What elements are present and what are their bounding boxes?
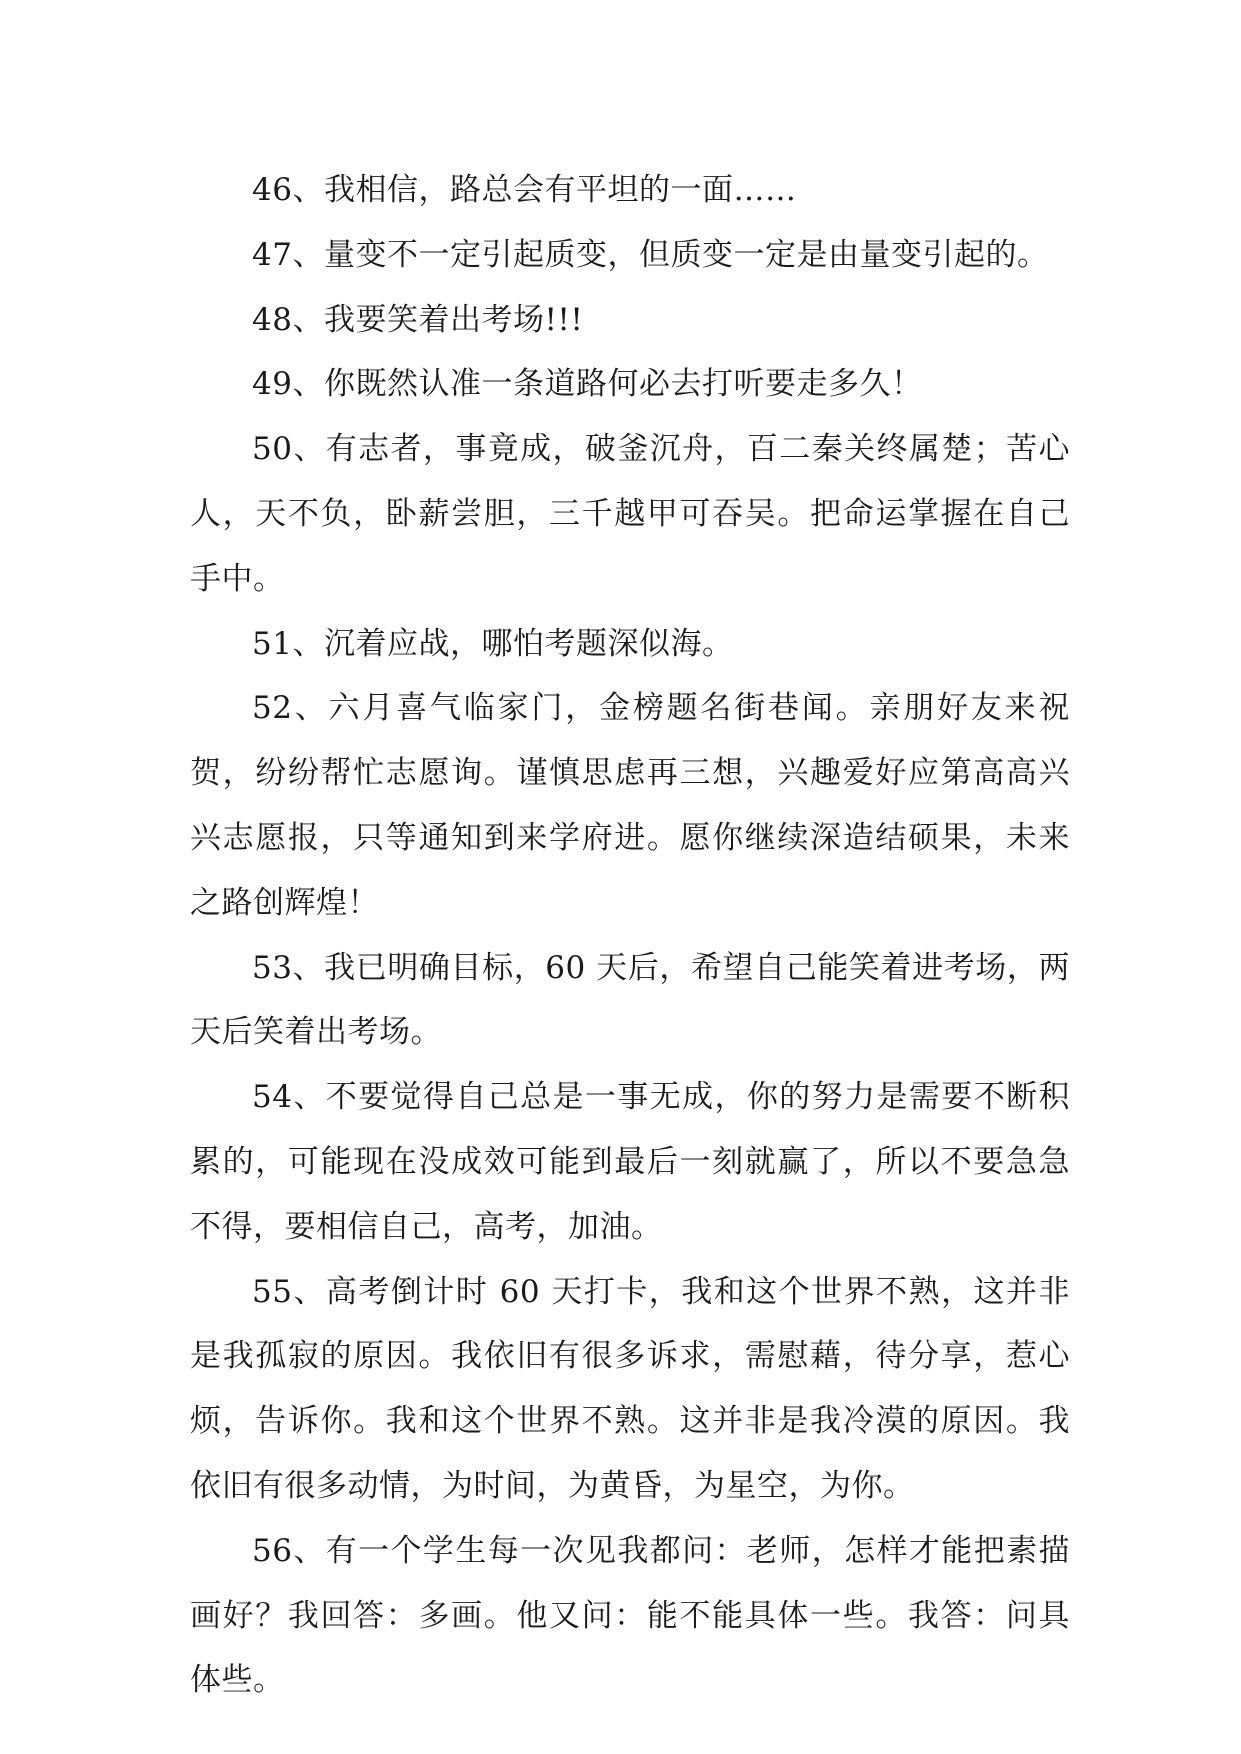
paragraph-54: 54、不要觉得自己总是一事无成，你的努力是需要不断积累的，可能现在没成效可能到最后一刻就赢了，所以不要急急不得，要相信自己，高考，加油。 (190, 1079, 1070, 1245)
paragraph-55: 55、高考倒计时 60 天打卡，我和这个世界不熟，这并非是我孤寂的原因。我依旧有很多诉求，需慰藉，待分享，惹心烦，告诉你。我和这个世界不熟。这并非是我冷漠的原因。我依旧有很多动情，为时间，为黄昏，为星空，为你。 (190, 1273, 1070, 1504)
paragraph-52: 52、六月喜气临家门，金榜题名街巷闻。亲朋好友来祝贺，纷纷帮忙志愿询。谨慎思虑再三想，兴趣爱好应第高高兴兴志愿报，只等通知到来学府进。愿你继续深造结硕果，未来之路创辉煌！ (190, 690, 1070, 921)
paragraph-49: 49、你既然认准一条道路何必去打听要走多久！ (252, 366, 923, 403)
paragraph-53: 53、我已明确目标，60 天后，希望自己能笑着进考场，两天后笑着出考场。 (190, 949, 1070, 1051)
paragraph-51: 51、沉着应战，哪怕考题深似海。 (252, 625, 734, 662)
document-body (190, 158, 1070, 1713)
paragraph-48: 48、我要笑着出考场!!! (252, 301, 584, 338)
paragraph-56: 56、有一个学生每一次见我都问：老师，怎样才能把素描画好？我回答：多画。他又问：能不能具体一些。我答：问具体些。 (190, 1532, 1070, 1699)
paragraph-46: 46、我相信，路总会有平坦的一面…… (252, 172, 797, 208)
paragraph-47: 47、量变不一定引起质变，但质变一定是由量变引起的。 (252, 236, 1049, 273)
paragraph-50: 50、有志者，事竟成，破釜沉舟，百二秦关终属楚；苦心人，天不负，卧薪尝胆，三千越甲可吞吴。把命运掌握在自己手中。 (190, 431, 1070, 597)
